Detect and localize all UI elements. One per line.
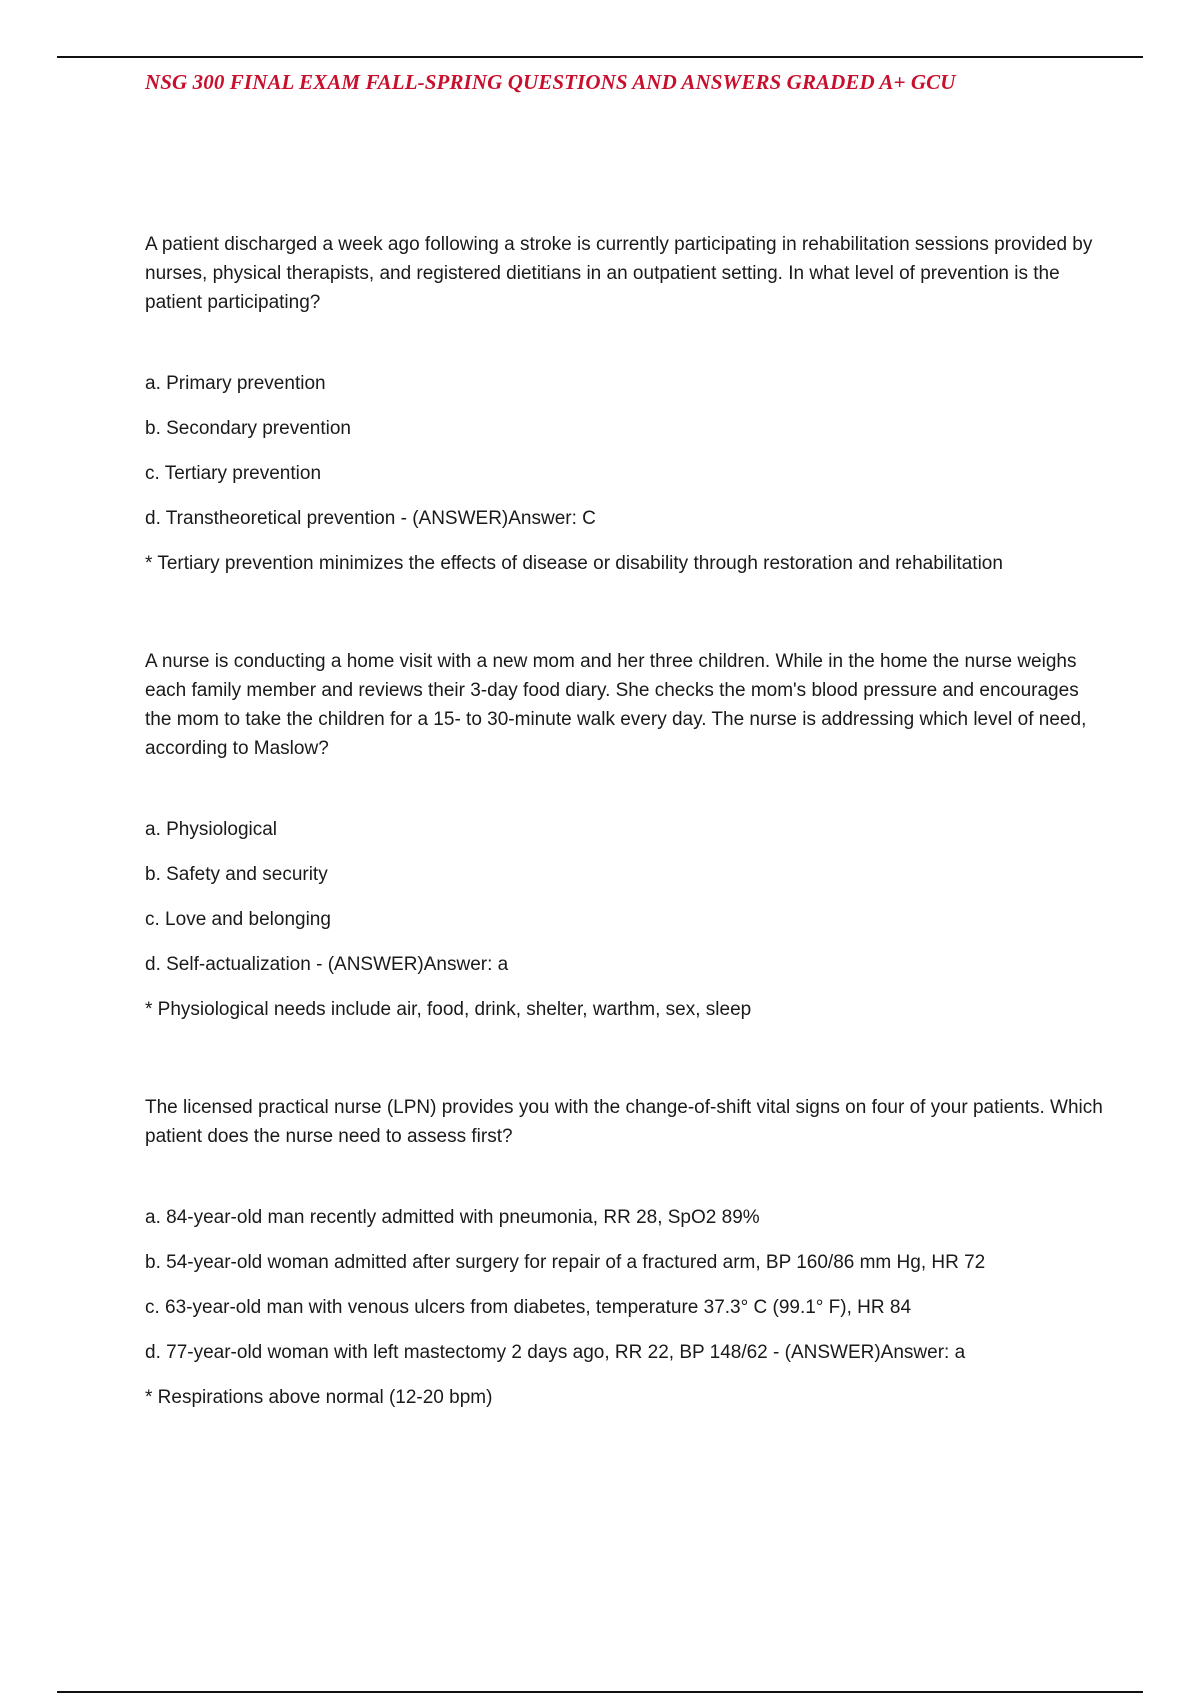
option-c: c. 63-year-old man with venous ulcers from diabetes, temperature 37.3° C (99.1° F), HR 84: [145, 1297, 912, 1318]
option-list: [145, 817, 1105, 978]
answer-explanation: * Physiological needs include air, food, drink, shelter, warthm, sex, sleep: [145, 999, 752, 1020]
option-d-with-answer: d. Transtheoretical prevention - (ANSWER)Answer: C: [145, 508, 596, 529]
document-body: [145, 230, 1105, 1411]
option-d-with-answer: d. 77-year-old woman with left mastectomy 2 days ago, RR 22, BP 148/62 - (ANSWER)Answer: a: [145, 1342, 966, 1363]
option-list: [145, 371, 1105, 532]
option-a: a. 84-year-old man recently admitted with pneumonia, RR 28, SpO2 89%: [145, 1207, 760, 1228]
question-block-2: [145, 647, 1105, 1023]
question-text: A nurse is conducting a home visit with a new mom and her three children. While in the home the nurse weighs each family member and reviews their 3-day food diary. She checks the mom's blood pressure and encourages the mom to take the children for a 15- to 30-minute walk every day. The nurse is addressing which level of need, according to Maslow?: [145, 651, 1087, 759]
document-header-title: NSG 300 FINAL EXAM FALL-SPRING QUESTIONS AND ANSWERS GRADED A+ GCU: [145, 70, 956, 94]
answer-explanation: * Tertiary prevention minimizes the effects of disease or disability through restoration and rehabilitation: [145, 553, 1003, 574]
footer-rule: [57, 1691, 1143, 1693]
option-c: c. Love and belonging: [145, 909, 331, 930]
option-b: b. Secondary prevention: [145, 418, 351, 439]
answer-explanation: * Respirations above normal (12-20 bpm): [145, 1387, 493, 1408]
option-b: b. Safety and security: [145, 864, 328, 885]
option-d-with-answer: d. Self-actualization - (ANSWER)Answer: a: [145, 954, 509, 975]
question-block-1: [145, 230, 1105, 577]
question-text: A patient discharged a week ago following a stroke is currently participating in rehabilitation sessions provided by nurses, physical therapists, and registered dietitians in an outpatient setting. In what level of prevention is the patient participating?: [145, 234, 1093, 313]
option-b: b. 54-year-old woman admitted after surgery for repair of a fractured arm, BP 160/86 mm Hg, HR 72: [145, 1252, 986, 1273]
option-a: a. Physiological: [145, 819, 278, 840]
option-list: [145, 1205, 1105, 1366]
question-text: The licensed practical nurse (LPN) provides you with the change-of-shift vital signs on four of your patients. Which patient does the nurse need to assess first?: [145, 1097, 1103, 1147]
option-a: a. Primary prevention: [145, 373, 326, 394]
question-block-3: [145, 1093, 1105, 1411]
header-rule: [57, 56, 1143, 58]
option-c: c. Tertiary prevention: [145, 463, 322, 484]
